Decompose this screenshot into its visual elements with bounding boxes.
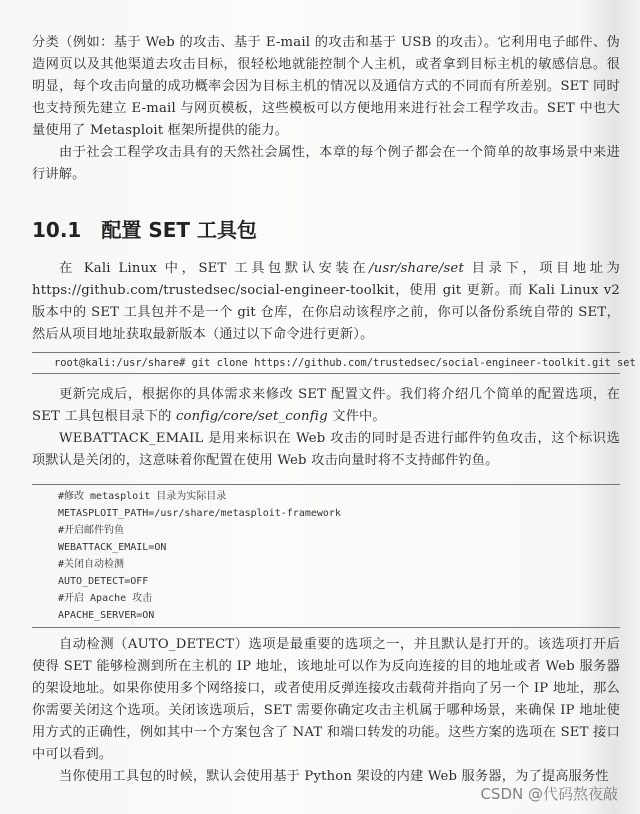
config-text-b: 文件中。 <box>327 409 386 424</box>
git-command-block <box>32 352 636 374</box>
config-code-block <box>32 484 620 628</box>
intro-paragraph-1: 分类（例如：基于 Web 的攻击、基于 E-mail 的攻击和基于 USB 的攻击）。它利用电子邮件、伪造网页以及其他渠道去攻击目标，很轻松地就能控制个人主机，或者拿到目标主机的敏感信息。很明显，每个攻击向量的成功概率会因为目标主机的情况以及通信方式的不同而有所差别。SET 同时也支持预先建立 E-mail 与网页模板，这些模板可以方便地用来进行社会工程学攻击。SET 中也大量使用了 Metasploit 框架所提供的能力。 <box>32 35 620 138</box>
git-clone-command[interactable]: root@kali:/usr/share# git clone https://github.com/trustedsec/social-engineer-toolkit.git set <box>54 357 636 369</box>
config-line: #修改 metasploit 目录为实际目录 <box>58 491 227 502</box>
install-paragraph <box>32 258 620 346</box>
install-text-b: 目录下，项目地址为 https://github.com/trustedsec/social-engineer-toolkit，使用 git 更新。而 Kali Linux v2 版本中的 SET 工具包并不是一个 git 仓库，在你启动该程序之前，你可以备份系统自带的 SET，然后从项目地址获取最新版本（通过以下命令进行更新）。 <box>32 261 620 342</box>
last-paragraph: 当你使用工具包的时候，默认会使用基于 Python 架设的内建 Web 服务器，为了提高服务性 <box>59 769 609 784</box>
config-line: #开启 Apache 攻击 <box>58 593 153 604</box>
section-number: 10.1 <box>32 218 82 242</box>
intro-paragraph-2: 由于社会工程学攻击具有的天然社会属性，本章的每个例子都会在一个简单的故事场景中来进行讲解。 <box>32 145 620 182</box>
webattack-paragraph: WEBATTACK_EMAIL 是用来标识在 Web 攻击的同时是否进行邮件钓鱼攻击，这个标识选项默认是关闭的，这意味着你配置在使用 Web 攻击向量时将不支持邮件钓鱼。 <box>32 431 620 468</box>
config-line: #关闭自动检测 <box>58 559 125 570</box>
auto-detect-section <box>32 634 620 788</box>
config-line: #开启邮件钓鱼 <box>58 525 125 536</box>
csdn-watermark: CSDN @代码熬夜敲 <box>480 785 618 803</box>
config-section <box>32 384 620 472</box>
config-line: METASPLOIT_PATH=/usr/share/metasploit-framework <box>58 508 341 519</box>
intro-section <box>32 32 620 186</box>
install-text-a: 在 Kali Linux 中，SET 工具包默认安装在 <box>59 261 370 276</box>
config-path: config/core/set_config <box>175 409 328 424</box>
section-heading <box>32 214 257 243</box>
auto-detect-paragraph: 自动检测（AUTO_DETECT）选项是最重要的选项之一，并且默认是打开的。该选项打开后使得 SET 能够检测到所在主机的 IP 地址，该地址可以作为反向连接的目的地址或者 Web 服务器的架设地址。如果你使用多个网络接口，或者使用反弹连接攻击载荷并指向了另一个 IP 地址，那么你需要关闭这个选项。关闭该选项后，SET 需要你确定攻击主机属于哪种场景，来确保 IP 地址使用方式的正确性，例如其中一个方案包含了 NAT 和端口转发的功能。这些方案的选项在 SET 接口中可以看到。 <box>32 637 620 762</box>
config-text-a: 更新完成后，根据你的具体需求来修改 SET 配置文件。我们将介绍几个简单的配置选项，在 SET 工具包根目录下的 <box>32 387 620 424</box>
config-line: APACHE_SERVER=ON <box>58 610 155 621</box>
install-path: /usr/share/set <box>369 261 464 276</box>
config-line: WEBATTACK_EMAIL=ON <box>58 542 167 553</box>
config-line: AUTO_DETECT=OFF <box>58 576 149 587</box>
section-title: 配置 SET 工具包 <box>101 218 257 242</box>
